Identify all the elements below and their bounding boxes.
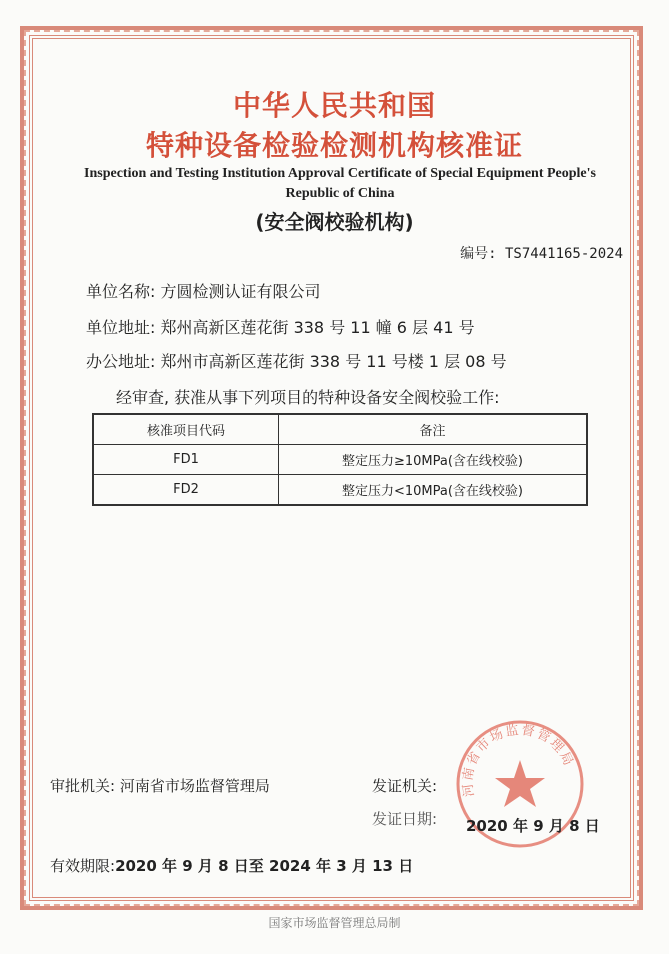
title-country: 中华人民共和国: [232, 89, 436, 122]
validity-period: [50, 855, 413, 876]
table-header-row: [93, 414, 587, 445]
svg-text:河南省市场监督管理局: 河南省市场监督管理局: [460, 722, 577, 798]
subtitle-category: (安全阀校验机构): [255, 210, 414, 234]
approved-items-table: [92, 413, 588, 506]
validity-value: 2020 年 9 月 8 日至 2024 年 3 月 13 日: [115, 857, 414, 875]
org-address: 单位地址: 郑州高新区莲花街 338 号 11 幢 6 层 41 号: [86, 318, 475, 337]
issuer-note: 国家市场监督管理总局制: [268, 916, 401, 930]
item-code: FD2: [93, 475, 279, 506]
title-certificate: 特种设备检验检测机构核准证: [145, 129, 523, 162]
header-remarks: 备注: [279, 414, 588, 445]
certificate-number: 编号: TS7441165-2024: [460, 246, 623, 262]
approval-authority: 审批机关: 河南省市场监督管理局: [50, 777, 270, 795]
item-remark: 整定压力<10MPa(含在线校验): [279, 475, 588, 506]
item-remark: 整定压力≥10MPa(含在线校验): [279, 445, 588, 475]
issuing-authority-label: 发证机关:: [372, 777, 438, 795]
header-item-code: 核准项目代码: [93, 414, 279, 445]
office-address: 办公地址: 郑州市高新区莲花街 338 号 11 号楼 1 层 08 号: [86, 352, 507, 371]
item-code: FD1: [93, 445, 279, 475]
table-row: [93, 475, 587, 506]
approval-intro: 经审查, 获准从事下列项目的特种设备安全阀校验工作:: [116, 388, 500, 407]
issue-date-label: 发证日期:: [372, 810, 438, 828]
validity-label: 有效期限:: [50, 857, 116, 875]
org-name: 单位名称: 方圆检测认证有限公司: [86, 282, 321, 301]
issue-date: 2020 年 9 月 8 日: [466, 817, 600, 835]
title-english: Inspection and Testing Institution Approval Certificate of Special Equipment People's Republic of China: [84, 166, 596, 201]
table-row: [93, 445, 587, 475]
